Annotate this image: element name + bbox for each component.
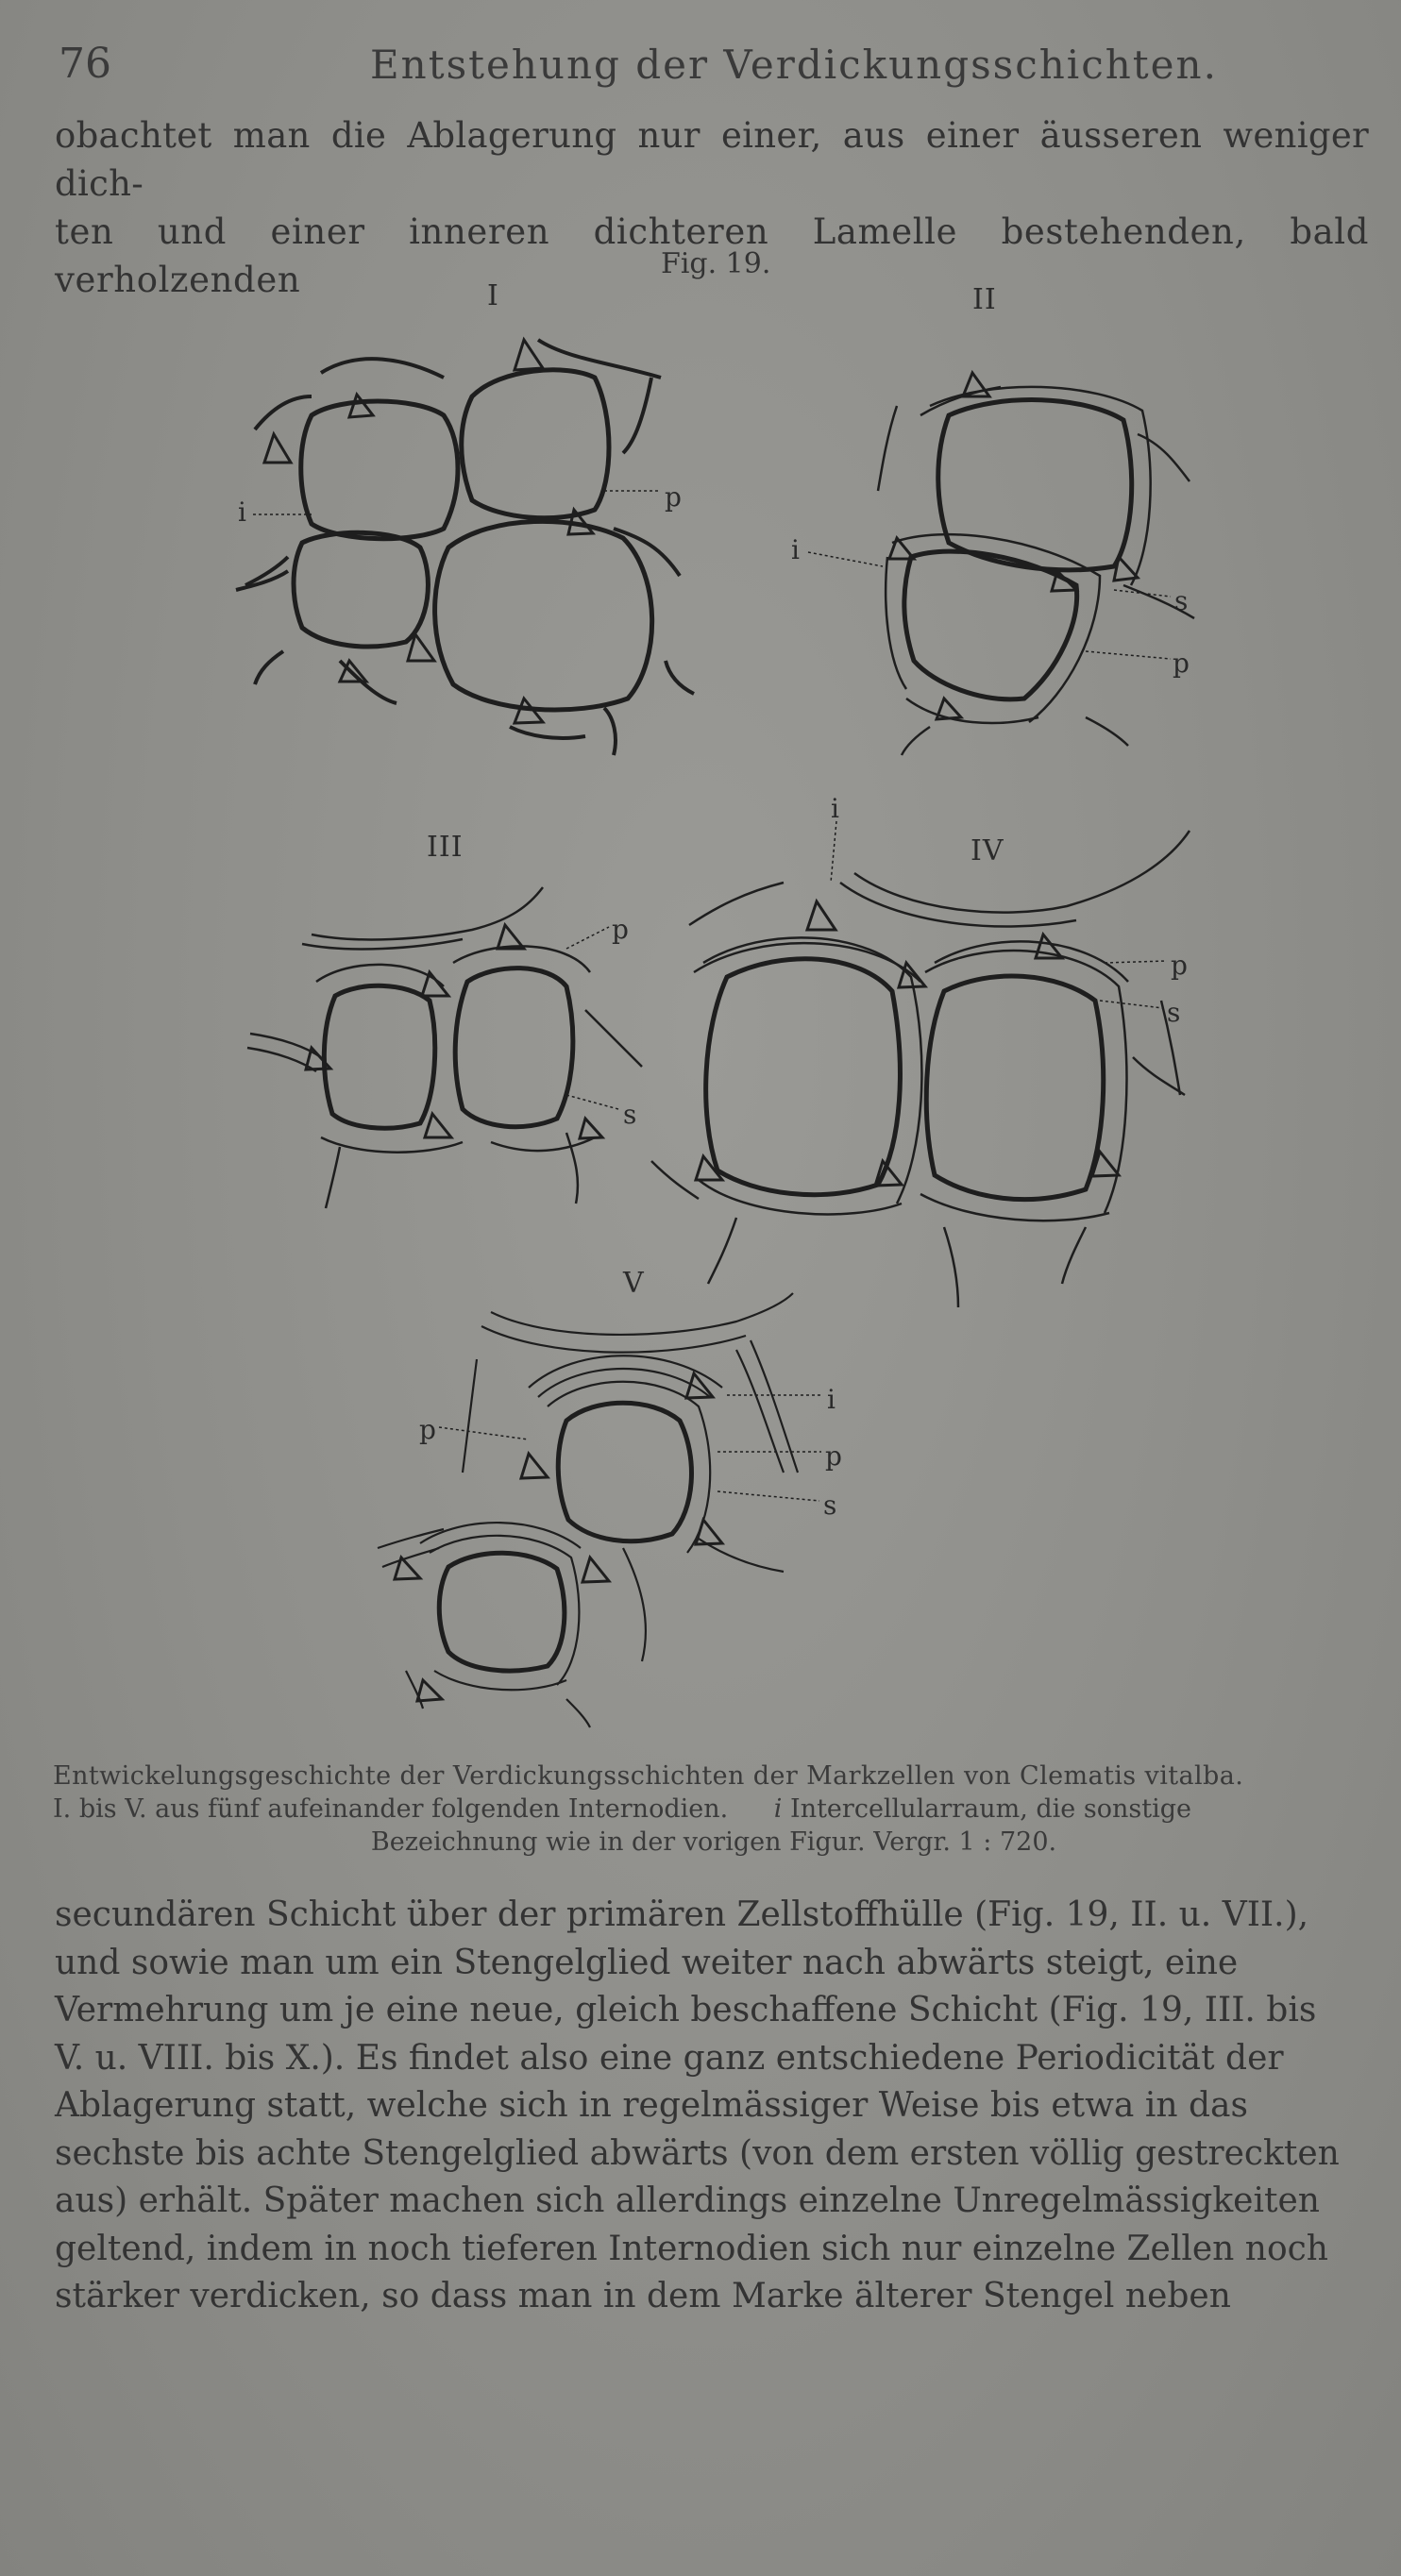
panel-III-cells — [324, 968, 573, 1129]
caption-line-2 — [53, 1793, 1375, 1826]
label-p: p — [665, 481, 682, 513]
panel-II-layers — [878, 387, 1194, 755]
figure-caption — [53, 1759, 1375, 1859]
text-line: secundären Schicht über der primären Zellstoffhülle (Fig. 19, II. u. VII.), — [55, 1895, 1309, 1934]
panel-label-III: III — [427, 831, 464, 864]
panel-label-V: V — [623, 1267, 645, 1300]
label-p: p — [1171, 950, 1188, 981]
running-head: Entstehung der Verdickungsschichten. — [370, 42, 1218, 88]
text-line: und sowie man um ein Stengelglied weiter nach abwärts steigt, eine — [55, 1943, 1239, 1982]
panel-IV-cells — [706, 959, 1104, 1200]
panel-I-intercellular — [264, 340, 593, 723]
label-i: i — [827, 1384, 836, 1415]
text-line: Vermehrung um je eine neue, gleich beschaffene Schicht (Fig. 19, III. bis — [55, 1991, 1317, 2029]
label-s: s — [1167, 997, 1181, 1028]
text-line: Ablagerung statt, welche sich in regelmässiger Weise bis etwa in das — [55, 2086, 1248, 2125]
label-p: p — [1173, 648, 1190, 679]
label-p: p — [612, 914, 629, 945]
text-line: obachtet man die Ablagerung nur einer, aus einer äusseren weniger dich- — [55, 115, 1369, 204]
panel-III-layers — [247, 887, 642, 1208]
label-i: i — [831, 793, 839, 824]
label-i: i — [791, 534, 800, 565]
label-i: i — [238, 497, 246, 528]
caption-line-1: Entwickelungsgeschichte der Verdickungsschichten der Markzellen von Clematis vitalba. — [53, 1761, 1244, 1791]
label-s: s — [823, 1490, 837, 1521]
caption-line-2a: I. bis V. aus fünf aufeinander folgenden Internodien. — [53, 1794, 729, 1824]
label-s: s — [1174, 585, 1189, 616]
panel-II-cells — [904, 400, 1132, 699]
caption-line-2b: Intercellularraum, die sonstige — [790, 1794, 1191, 1824]
figure-label: Fig. 19. — [661, 247, 771, 280]
leader-lines — [253, 491, 1171, 1501]
text-line: sechste bis achte Stengelglied abwärts (von dem ersten völlig gestreckten — [55, 2133, 1340, 2173]
panel-II-intercellular — [889, 373, 1138, 719]
panel-label-II: II — [972, 283, 997, 316]
caption-italic-i: i — [773, 1794, 783, 1824]
text-line: aus) erhält. Später machen sich allerdings einzelne Unregelmässigkeiten — [55, 2181, 1320, 2220]
panel-IV-layers — [651, 831, 1190, 1307]
panel-label-I: I — [487, 279, 499, 312]
text-line: geltend, indem in noch tieferen Internodien sich nur einzelne Zellen noch — [55, 2229, 1328, 2268]
label-s: s — [623, 1099, 637, 1130]
body-text-bottom — [55, 1892, 1369, 2321]
page-number: 76 — [59, 40, 111, 88]
panel-label-IV: IV — [971, 834, 1004, 867]
label-p: p — [825, 1440, 842, 1472]
text-line: ten und einer inneren dichteren Lamelle bestehenden, bald verholzenden — [55, 211, 1369, 300]
label-p: p — [419, 1414, 436, 1445]
text-line: V. u. VIII. bis X.). Es findet also eine ganz entschiedene Periodicität der — [55, 2038, 1284, 2078]
text-line: stärker verdicken, so dass man in dem Marke älterer Stengel neben — [55, 2277, 1231, 2315]
panel-I-cells — [294, 370, 652, 710]
caption-line-3: Bezeichnung wie in der vorigen Figur. Vergr. 1 : 720. — [370, 1827, 1057, 1857]
panel-V-layers — [378, 1293, 798, 1727]
